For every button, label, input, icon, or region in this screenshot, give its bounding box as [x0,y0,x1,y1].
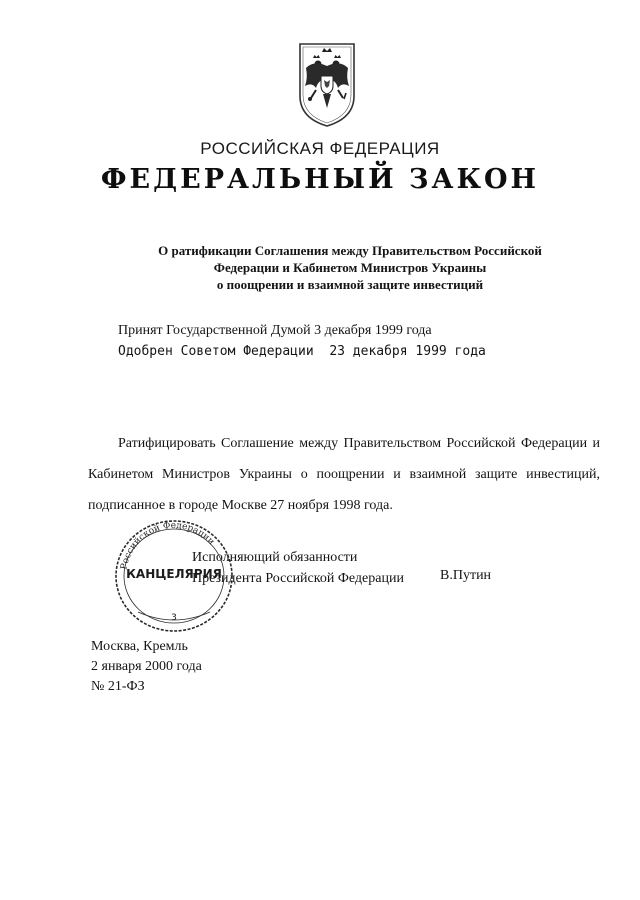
stamp-number: 3 [171,613,177,623]
signatory-name: В.Путин [440,568,492,583]
stamp-arc-text: Российской Федерации [119,520,216,571]
approval-line: Одобрен Советом Федерации 23 декабря 1999 года [118,344,486,359]
law-number: № 21-ФЗ [91,679,145,694]
adoption-line: Принят Государственной Думой 3 декабря 1999 года [118,323,432,338]
law-title-line: Федерации и Кабинетом Министров Украины [213,260,487,275]
signatory-role-line: Президента Российской Федерации [192,571,404,586]
signatory-role [192,547,404,589]
law-body-paragraph: Ратифицировать Соглашение между Правительством Российской Федерации и Кабинетом Министров Украины о поощрении и взаимной защите инвестиций, подписанное в городе Москве 27 ноября 1998 года. [88,436,600,513]
stamp-center-text: КАНЦЕЛЯРИЯ [126,567,222,581]
signatory-role-line: Исполняющий обязанности [192,550,358,565]
signing-date: 2 января 2000 года [91,659,202,674]
country-heading: РОССИЙСКАЯ ФЕДЕРАЦИЯ [200,139,440,158]
document-type-heading: ФЕДЕРАЛЬНЫЙ ЗАКОН [100,164,540,195]
coat-of-arms-icon [296,38,358,128]
document-footer [91,637,202,697]
law-title-line: о поощрении и взаимной защите инвестиций [216,277,484,292]
signing-place: Москва, Кремль [91,639,188,654]
law-title [100,242,600,293]
law-title-line: О ратификации Соглашения между Правительством Российской [158,243,542,258]
